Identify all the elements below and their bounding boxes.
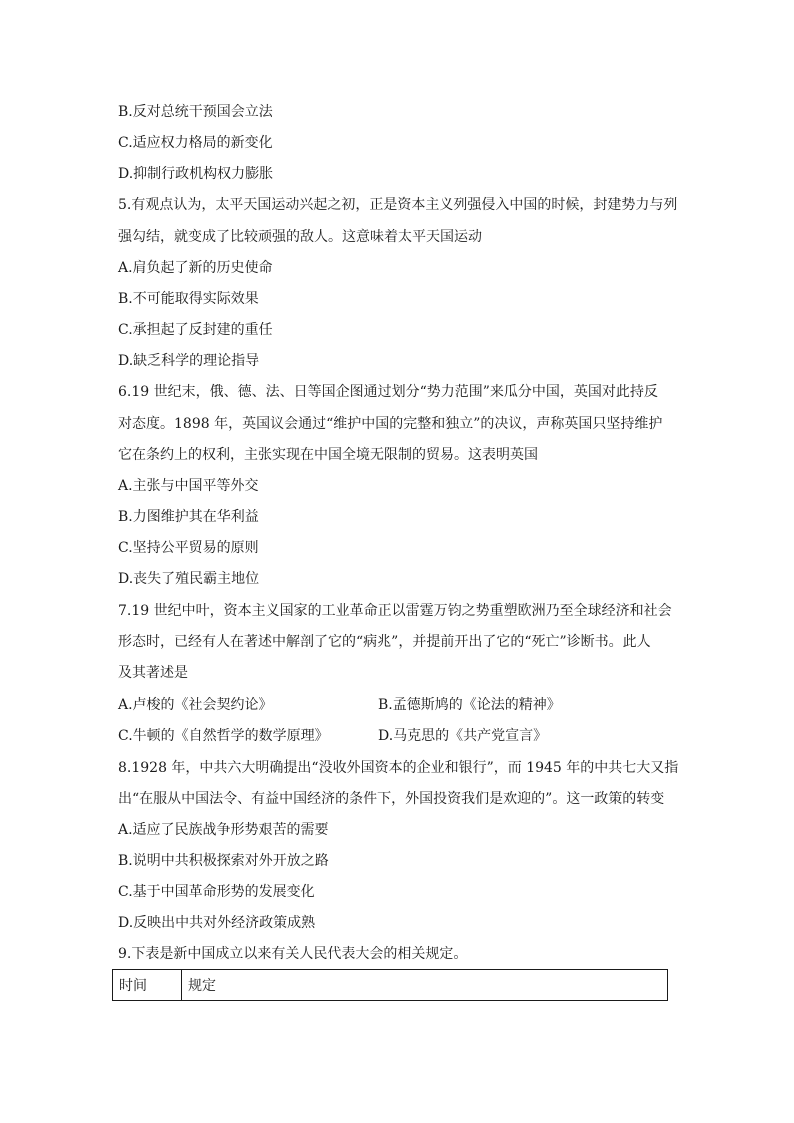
q8-stem-line-2: 出“在服从中国法令、有益中国经济的条件下，外国投资我们是欢迎的”。这一政策的转变 [118, 791, 665, 807]
q5-stem-line-2: 强勾结，就变成了比较顽强的敌人。这意味着太平天国运动 [118, 229, 482, 245]
q8-option-b: B.说明中共积极探索对外开放之路 [118, 853, 329, 869]
q4-option-d: D.抑制行政机构权力膨胀 [118, 166, 274, 182]
q5-stem-line-1: 5.有观点认为，太平天国运动兴起之初，正是资本主义列强侵入中国的时候，封建势力与列 [118, 197, 678, 213]
q9-table [112, 969, 668, 1001]
q7-stem-line-1: 7.19 世纪中叶，资本主义国家的工业革命正以雷霆万钧之势重塑欧洲乃至全球经济和社会 [118, 603, 672, 619]
q7-option-c: C.牛顿的《自然哲学的数学原理》 [118, 728, 329, 744]
table-header-provision: 规定 [182, 970, 668, 1001]
table-header-time: 时间 [113, 970, 182, 1001]
q6-option-a: A.主张与中国平等外交 [118, 478, 259, 494]
q5-option-c: C.承担起了反封建的重任 [118, 322, 273, 338]
q7-stem-line-2: 形态时，已经有人在著述中解剖了它的“病兆”，并提前开出了它的“死亡”诊断书。此人 [118, 634, 651, 650]
q6-stem-line-1: 6.19 世纪末，俄、德、法、日等国企图通过划分“势力范围”来瓜分中国，英国对此持反 [118, 384, 658, 400]
q4-option-b: B.反对总统干预国会立法 [118, 104, 273, 120]
q9-stem: 9.下表是新中国成立以来有关人民代表大会的相关规定。 [118, 946, 468, 962]
q7-option-a: A.卢梭的《社会契约论》 [118, 697, 273, 713]
q5-option-d: D.缺乏科学的理论指导 [118, 353, 260, 369]
q6-stem-line-3: 它在条约上的权利，主张实现在中国全境无限制的贸易。这表明英国 [118, 447, 538, 463]
table-header-row [113, 970, 668, 1001]
q6-stem-line-2: 对态度。1898 年，英国议会通过“维护中国的完整和独立”的决议，声称英国只坚持维护 [118, 416, 663, 432]
q4-option-c: C.适应权力格局的新变化 [118, 135, 273, 151]
q8-option-c: C.基于中国革命形势的发展变化 [118, 884, 315, 900]
q5-option-a: A.肩负起了新的历史使命 [118, 260, 273, 276]
q6-option-d: D.丧失了殖民霸主地位 [118, 571, 260, 587]
q7-options-row-1 [118, 695, 678, 715]
q8-option-d: D.反映出中共对外经济政策成熟 [118, 915, 316, 931]
q7-option-b: B.孟德斯鸠的《论法的精神》 [378, 697, 561, 713]
q6-option-c: C.坚持公平贸易的原则 [118, 540, 259, 556]
q7-stem-line-3: 及其著述是 [118, 665, 188, 681]
q7-options-row-2 [118, 726, 678, 746]
q8-stem-line-1: 8.1928 年，中共六大明确提出“没收外国资本的企业和银行”，而 1945 年的中共七大又指 [118, 760, 679, 776]
q7-option-d: D.马克思的《共产党宣言》 [378, 728, 548, 744]
q5-option-b: B.不可能取得实际效果 [118, 291, 259, 307]
q8-option-a: A.适应了民族战争形势艰苦的需要 [118, 822, 329, 838]
q6-option-b: B.力图维护其在华利益 [118, 509, 259, 525]
